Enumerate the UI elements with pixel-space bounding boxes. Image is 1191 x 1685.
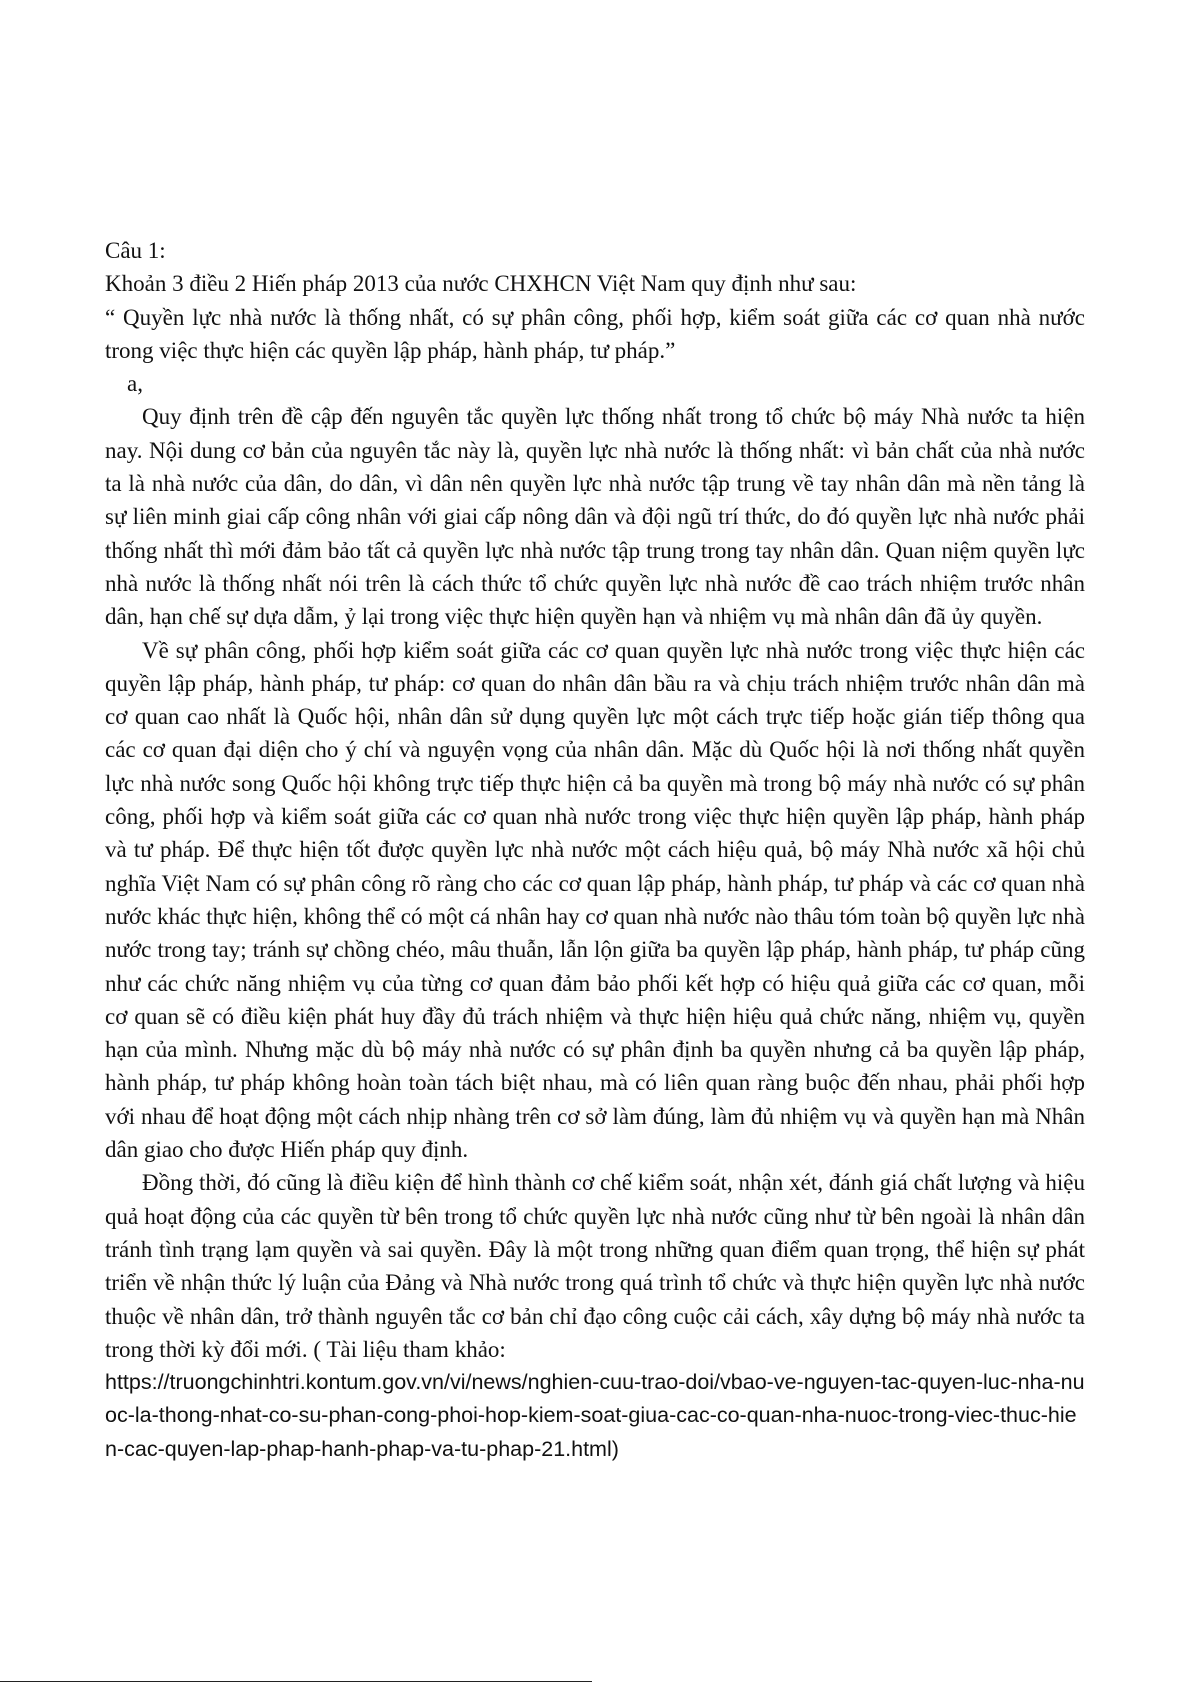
section-label: a, [127, 371, 143, 397]
footnote-divider [0, 1681, 592, 1682]
reference-link[interactable]: https://truongchinhtri.kontum.gov.vn/vi/news/nghien-cuu-trao-doi/vbao-ve-nguyen-tac-quyen-luc-nha-nuoc-la-thong-nhat-co-su-phan-cong-phoi-hop-kiem-soat-giua-cac-co-quan-nha-nuoc-trong-viec-thuc-hien-cac-quyen-lap-phap-hanh-phap-va-tu-phap-21.html) [105, 1370, 1085, 1461]
question-heading: Câu 1: [105, 238, 166, 263]
constitution-quote: “ Quyền lực nhà nước là thống nhất, có sự phân công, phối hợp, kiểm soát giữa các cơ quan nhà nước trong việc thực hiện các quyền lập pháp, hành pháp, tư pháp.” [105, 304, 1085, 363]
document-body [105, 234, 1085, 1466]
paragraph-3 [105, 1166, 1085, 1366]
intro-line: Khoản 3 điều 2 Hiến pháp 2013 của nước CHXHCN Việt Nam quy định như sau: [105, 271, 857, 297]
reference-label: ( Tài liệu tham khảo: [313, 1336, 506, 1362]
paragraph-3-text: Đồng thời, đó cũng là điều kiện để hình thành cơ chế kiểm soát, nhận xét, đánh giá chất lượng và hiệu quả hoạt động của các quyền từ bên trong tổ chức quyền lực nhà nước cũng như từ bên ngoài là nhân dân tránh tình trạng lạm quyền và sai quyền. Đây là một trong những quan điểm quan trọng, thể hiện sự phát triển về nhận thức lý luận của Đảng và Nhà nước trong quá trình tổ chức và thực hiện quyền lực nhà nước thuộc về nhân dân, trở thành nguyên tắc cơ bản chỉ đạo công cuộc cải cách, xây dựng bộ máy nhà nước ta trong thời kỳ đổi mới. [105, 1170, 1085, 1362]
paragraph-1: Quy định trên đề cập đến nguyên tắc quyền lực thống nhất trong tổ chức bộ máy Nhà nước ta hiện nay. Nội dung cơ bản của nguyên tắc này là, quyền lực nhà nước là thống nhất: vì bản chất của nhà nước ta là nhà nước của dân, do dân, vì dân nên quyền lực nhà nước tập trung về tay nhân dân mà nền tảng là sự liên minh giai cấp công nhân với giai cấp nông dân và đội ngũ trí thức, do đó quyền lực nhà nước phải thống nhất thì mới đảm bảo tất cả quyền lực nhà nước tập trung trong tay nhân dân. Quan niệm quyền lực nhà nước là thống nhất nói trên là cách thức tổ chức quyền lực nhà nước đề cao trách nhiệm trước nhân dân, hạn chế sự dựa dẫm, ỷ lại trong việc thực hiện quyền hạn và nhiệm vụ mà nhân dân đã ủy quyền. [105, 404, 1085, 630]
paragraph-2: Về sự phân công, phối hợp kiểm soát giữa các cơ quan quyền lực nhà nước trong việc thực hiện các quyền lập pháp, hành pháp, tư pháp: cơ quan do nhân dân bầu ra và chịu trách nhiệm trước nhân dân mà cơ quan cao nhất là Quốc hội, nhân dân sử dụng quyền lực một cách trực tiếp hoặc gián tiếp thông qua các cơ quan đại diện cho ý chí và nguyện vọng của nhân dân. Mặc dù Quốc hội là nơi thống nhất quyền lực nhà nước song Quốc hội không trực tiếp thực hiện cả ba quyền mà trong bộ máy nhà nước có sự phân công, phối hợp và kiểm soát giữa các cơ quan nhà nước trong việc thực hiện quyền lập pháp, hành pháp và tư pháp. Để thực hiện tốt được quyền lực nhà nước một cách hiệu quả, bộ máy Nhà nước xã hội chủ nghĩa Việt Nam có sự phân công rõ ràng cho các cơ quan lập pháp, hành pháp, tư pháp và các cơ quan nhà nước khác thực hiện, không thể có một cá nhân hay cơ quan nhà nước nào thâu tóm toàn bộ quyền lực nhà nước trong tay; tránh sự chồng chéo, mâu thuẫn, lẫn lộn giữa ba quyền lập pháp, hành pháp, tư pháp cũng như các chức năng nhiệm vụ của từng cơ quan đảm bảo phối kết hợp có hiệu quả giữa các cơ quan, mỗi cơ quan sẽ có điều kiện phát huy đầy đủ trách nhiệm và thực hiện hiệu quả chức năng, nhiệm vụ, quyền hạn của mình. Nhưng mặc dù bộ máy nhà nước có sự phân định ba quyền nhưng cả ba quyền lập pháp, hành pháp, tư pháp không hoàn toàn tách biệt nhau, mà có liên quan ràng buộc đến nhau, phải phối hợp với nhau để hoạt động một cách nhịp nhàng trên cơ sở làm đúng, làm đủ nhiệm vụ và quyền hạn mà Nhân dân giao cho được Hiến pháp quy định. [105, 637, 1085, 1163]
